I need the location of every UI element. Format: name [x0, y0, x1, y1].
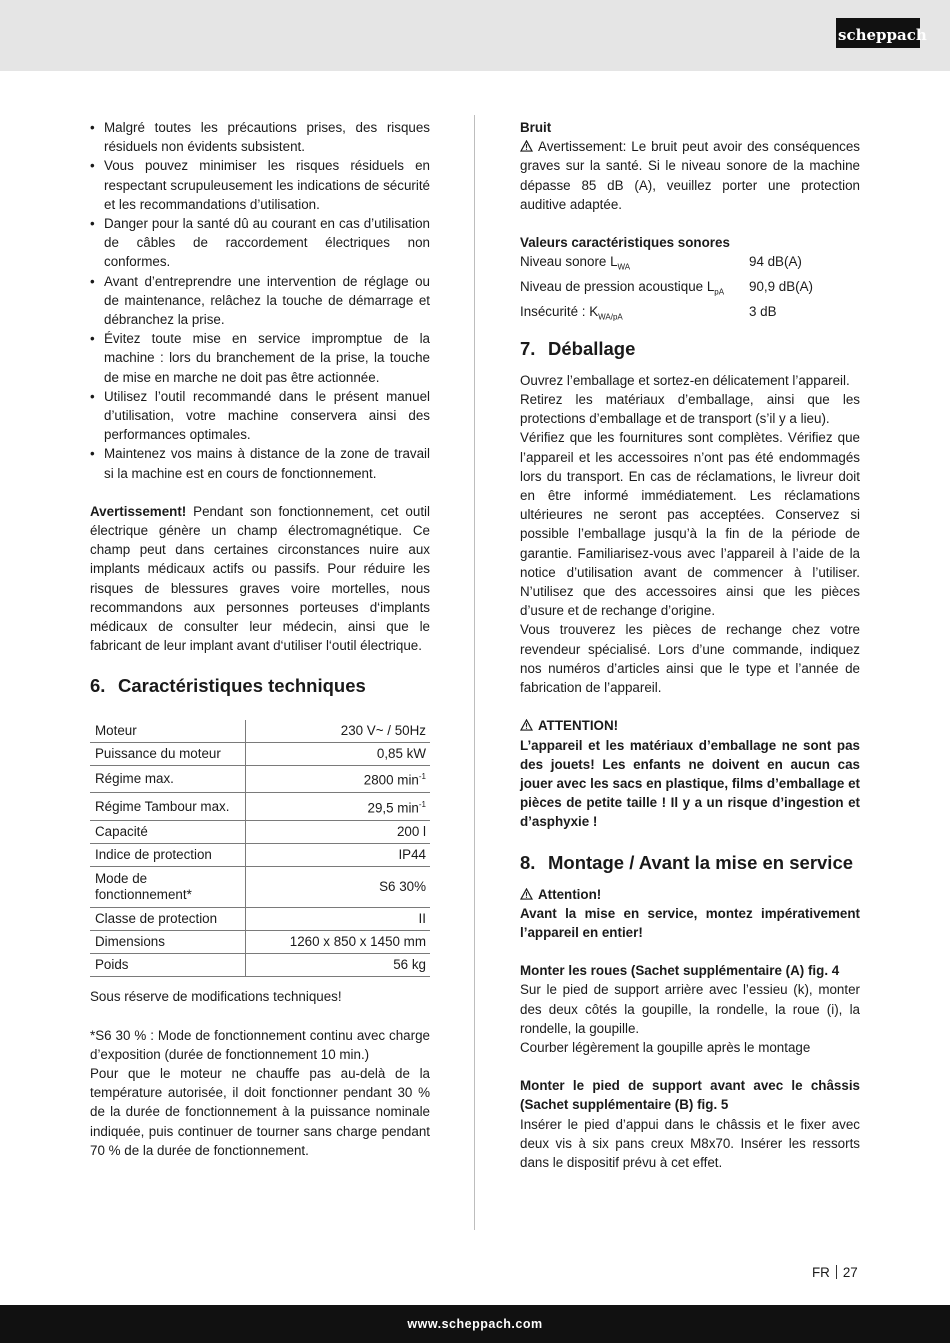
noise-title: Bruit — [520, 120, 552, 135]
unpack-paragraph: Ouvrez l’emballage et sortez-en délicatement l’appareil. — [520, 372, 850, 388]
website-link[interactable]: www.scheppach.com — [407, 1317, 543, 1331]
section-title: Montage / Avant la mise en service — [548, 851, 854, 873]
footer-bar — [0, 1305, 950, 1343]
table-row: Moteur 230 V~ / 50Hz — [90, 720, 430, 743]
table-row: Classe de protection II — [90, 908, 430, 931]
header-bar — [0, 0, 950, 71]
sound-values-title: Valeurs caractéristiques sonores — [520, 235, 730, 251]
table-row: Mode de fonctionnement* S6 30% — [90, 867, 430, 908]
table-row: Régime max. 2800 $\min^{-1}$ — [90, 766, 430, 792]
list-item: • Danger pour la santé dû au courant en cas d’utilisation de câbles de raccordement électriques non conformes. — [90, 214, 430, 272]
list-item: • Maintenez vos mains à distance de la zone de travail si la machine est en cours de fonctionnement. — [90, 444, 430, 482]
wheels-text: Sur le pied de support arrière avec l’essieu (k), monter des deux côtés la goupille, la rondelle, la roue (i), la rondelle, la goupille. — [520, 982, 860, 1036]
section-title: Déballage — [548, 337, 636, 359]
table-row: Poids 56 kg — [90, 954, 430, 977]
list-item: • Vous pouvez minimiser les risques résiduels en respectant scrupuleusement les indications de sécurité et les recommandations d’utilisation. — [90, 156, 430, 214]
table-row: Puissance du moteur 0,85 kW — [90, 743, 430, 766]
warning-label: Avertissement! — [90, 503, 187, 519]
front-support-text: Insérer le pied d’appui dans le châssis et le fixer avec deux vis à six pans creux M8x70. Insérer les ressorts dans le dispositif prévu à cet effet. — [520, 1116, 860, 1170]
table-row: Dimensions 1260 x 850 x 1450 mm — [90, 931, 430, 954]
wheels-text-2: Courber légèrement la goupille après le montage — [520, 1039, 811, 1055]
attention-text: L’appareil et les matériaux d’emballage ne sont pas des jouets! Les enfants ne doivent en aucun cas jouer avec les sacs en plastique, films d’emballage et pièces de petite taille ! Il y a un risque d’ingestion et d’asphyxie ! — [520, 737, 860, 830]
section-title: Caractéristiques techniques — [118, 675, 366, 697]
table-row: Régime Tambour max. 29,5 $\min^{-1}$ — [90, 792, 430, 820]
wheels-title: Monter les roues (Sachet supplémentaire (A) fig. 4 — [520, 963, 840, 979]
front-support-title: Monter le pied de support avant avec le châssis (Sachet supplémentaire (B) fig. 5 — [520, 1078, 860, 1113]
residual-risks-list — [90, 118, 430, 483]
list-item: • Évitez toute mise en service impromptue de la machine : lors du branchement de la prise, la touche de mise en marche ne doit pas être actionnée. — [90, 329, 430, 387]
unpack-paragraph: Retirez les matériaux d’emballage, ainsi que les protections d’emballage et de transport (s’il y a lieu). — [520, 392, 860, 427]
table-row: Indice de protection IP44 — [90, 844, 430, 867]
technical-specs-table — [90, 720, 430, 977]
table-row: Capacité 200 l — [90, 821, 430, 844]
sound-row: Niveau de pression acoustique $L_{pA}$ 90,9 dB(A) — [520, 279, 814, 297]
spec-note: Sous réserve de modifications techniques! — [90, 989, 342, 1005]
warning-triangle-icon — [520, 140, 533, 152]
attention-title: ATTENTION! — [520, 716, 860, 735]
unpack-paragraph: Vérifiez que les fournitures sont complètes. Vérifiez que l’appareil et les accessoires n’ont pas été endommagés lors du transport. En cas de réclamations, le livreur doit en être informé immédiatement. Les réclamations ultérieures ne seront pas acceptées. Conservez si possible l’emballage jusqu’à la fin de la période de garantie. Familiarisez-vous avec l’appareil à l’aide de la notice d’utilisation avant de commencer à l’utiliser. N’utilisez que des accessoires ainsi que les pièces d’usure et de rechange d’origine. — [520, 430, 860, 619]
section-heading-8: 8. Montage / Avant la mise en service — [520, 851, 854, 873]
s6-note: *S6 30 % : Mode de fonctionnement continu avec charge d’exposition (durée de fonctionnement 10 min.) — [90, 1027, 430, 1062]
section-heading-6: 6. Caractéristiques techniques — [90, 675, 366, 697]
page-number: FR 27 — [812, 1265, 858, 1280]
noise-warning: Avertissement: Le bruit peut avoir des conséquences graves sur la santé. Si le niveau sonore de la machine dépasse 85 dB (A), veuillez porter une protection auditive adaptée. — [520, 139, 860, 212]
unpack-paragraph: Vous trouverez les pièces de rechange chez votre revendeur spécialisé. Lors d’une commande, indiquez nos numéros d’articles ainsi que le type et l’année de fabrication de l’appareil. — [520, 622, 860, 696]
emf-warning-paragraph — [90, 502, 430, 656]
section-heading-7: 7. Déballage — [520, 337, 636, 359]
attention2-title: Attention! — [520, 885, 860, 904]
left-column — [90, 118, 430, 1160]
sound-row: Niveau sonore $L_{WA}$ 94 dB(A) — [520, 254, 802, 272]
column-divider — [474, 115, 475, 1230]
list-item: • Utilisez l’outil recommandé dans le présent manuel d’utilisation, votre machine conservera ainsi des performances optimales. — [90, 387, 430, 445]
sound-row: Insécurité : $K_{WA/pA}$ 3 dB — [520, 303, 777, 322]
attention2-text: Avant la mise en service, montez impérativement l’appareil en entier! — [520, 905, 860, 940]
brand-logo: scheppach — [836, 18, 920, 48]
warning-triangle-icon — [520, 719, 533, 731]
s6-explanation: Pour que le moteur ne chauffe pas au-delà de la température autorisée, il doit fonctionner pendant 30 % de la durée de fonctionnement à la puissance nominale indiquée, puis continuer de tourner sans charge pendant 70 % de la durée de fonctionnement. — [90, 1066, 430, 1158]
warning-text: Pendant son fonctionnement, cet outil électrique génère un champ électromagnétique. Ce champ peut dans certaines circonstances nuire aux implants médicaux actifs ou passifs. Pour réduire les risques de blessures graves voire mortelles, nous recommandons aux personnes porteuses d‘implants médicaux de consulter leur médecin, ainsi que le fabricant de leur implant avant d‘utiliser l‘outil électrique. — [90, 503, 430, 654]
list-item: • Malgré toutes les précautions prises, des risques résiduels non évidents subsistent. — [90, 118, 430, 156]
right-column — [520, 118, 860, 1172]
warning-triangle-icon — [520, 888, 533, 900]
list-item: • Avant d’entreprendre une intervention de réglage ou de maintenance, relâchez la touche de démarrage et débranchez la prise. — [90, 272, 430, 330]
